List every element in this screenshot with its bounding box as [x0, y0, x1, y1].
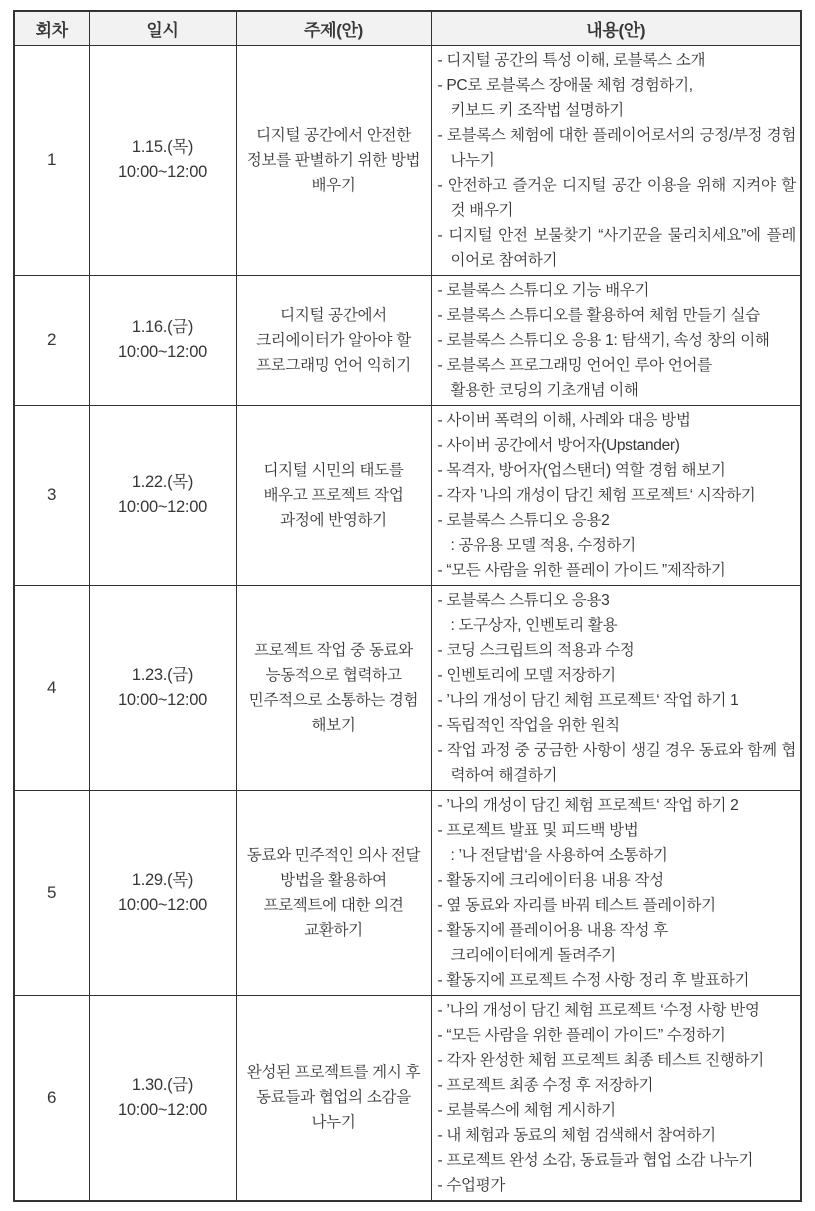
content-bullet-line: - 프로젝트 발표 및 피드백 방법 [437, 821, 639, 839]
content-bullet-line: - “모든 사람을 위한 플레이 가이드 ”제작하기 [437, 561, 726, 579]
content-item [438, 408, 797, 433]
content-bullet-line: - 로블록스에 체험 게시하기 [437, 1101, 616, 1119]
topic-cell: 동료와 민주적인 의사 전달 방법을 활용하여 프로젝트에 대한 의견 교환하기 [236, 790, 431, 995]
content-bullet-line: - 안전하고 즐거운 디지털 공간 이용을 위해 지켜야 할 것 배우기 [437, 176, 796, 219]
date-time-cell [89, 45, 236, 275]
content-item [438, 738, 797, 788]
content-item [438, 713, 797, 738]
session-number-cell: 4 [14, 585, 89, 790]
content-item [438, 1048, 797, 1073]
date-time-cell [89, 790, 236, 995]
session-number-cell: 5 [14, 790, 89, 995]
content-item [438, 638, 797, 663]
content-bullet-line: - “모든 사람을 위한 플레이 가이드” 수정하기 [437, 1026, 726, 1044]
content-item [438, 818, 797, 868]
session-number-cell: 1 [14, 45, 89, 275]
date-time-cell [89, 995, 236, 1201]
date-line: 10:00~12:00 [118, 1100, 207, 1119]
content-bullet-line: - 로블록스 체험에 대한 플레이어로서의 긍정/부정 경험 나누기 [437, 126, 796, 169]
content-bullet-line: - 수업평가 [437, 1176, 506, 1194]
date-line: 10:00~12:00 [118, 343, 207, 361]
content-item [438, 918, 797, 968]
date-line: 1.22.(목) [131, 473, 194, 491]
column-header-session: 회차 [14, 11, 89, 45]
content-item [438, 328, 797, 353]
table-row [14, 995, 801, 1201]
content-bullet-line: - 로블록스 스튜디오 응용3 [437, 591, 610, 609]
content-bullet-line: - 로블록스 스튜디오 기능 배우기 [437, 281, 650, 299]
content-continuation-line: : 도구상자, 인벤토리 활용 [450, 616, 618, 634]
date-line: 1.15.(목) [131, 138, 194, 156]
content-item [438, 1173, 797, 1198]
date-line: 1.29.(목) [131, 870, 194, 889]
content-bullet-line: - 독립적인 작업을 위한 원칙 [437, 716, 620, 734]
content-bullet-line: - 활동지에 프로젝트 수정 사항 정리 후 발표하기 [437, 971, 750, 989]
content-item [438, 588, 797, 638]
content-bullet-line: - 로블록스 스튜디오 응용 1: 탐색기, 속성 창의 이해 [437, 331, 770, 349]
content-continuation-line: : 공유용 모델 적용, 수정하기 [450, 536, 636, 554]
content-item [438, 123, 797, 173]
date-line: 10:00~12:00 [118, 895, 207, 914]
content-item [438, 968, 797, 993]
table-row [14, 790, 801, 995]
content-bullet-line: - 목격자, 방어자(업스탠더) 역할 경험 해보기 [437, 461, 726, 479]
table-row [14, 585, 801, 790]
table-row [14, 405, 801, 585]
content-cell [431, 405, 801, 585]
content-bullet-line: - 사이버 공간에서 방어자(Upstander) [437, 436, 680, 454]
content-bullet-line: - 활동지에 플레이어용 내용 작성 후 [437, 921, 668, 939]
content-bullet-line: - 옆 동료와 자리를 바꿔 테스트 플레이하기 [437, 896, 716, 914]
table-row [14, 45, 801, 275]
content-item [438, 223, 797, 273]
content-continuation-line: 키보드 키 조작법 설명하기 [450, 101, 624, 119]
content-bullet-line: - 내 체험과 동료의 체험 검색해서 참여하기 [437, 1126, 716, 1144]
content-item [438, 433, 797, 458]
content-cell [431, 585, 801, 790]
content-continuation-line: 활용한 코딩의 기초개념 이해 [450, 381, 639, 399]
date-line: 10:00~12:00 [118, 163, 207, 181]
content-item [438, 48, 797, 73]
content-cell [431, 790, 801, 995]
content-bullet-line: - 인벤토리에 모델 저장하기 [437, 666, 616, 684]
content-item [438, 1148, 797, 1173]
content-item [438, 73, 797, 123]
date-line: 10:00~12:00 [118, 498, 207, 516]
topic-cell: 프로젝트 작업 중 동료와 능동적으로 협력하고 민주적으로 소통하는 경험 해보기 [236, 585, 431, 790]
header-row [14, 11, 801, 45]
session-number-cell: 2 [14, 275, 89, 405]
content-item [438, 998, 797, 1023]
content-item [438, 353, 797, 403]
content-cell [431, 275, 801, 405]
content-bullet-line: - PC로 로블록스 장애물 체험 경험하기, [437, 76, 693, 94]
content-item [438, 303, 797, 328]
topic-cell: 디지털 공간에서 안전한 정보를 판별하기 위한 방법 배우기 [236, 45, 431, 275]
date-time-cell [89, 585, 236, 790]
content-bullet-line: - 프로젝트 완성 소감, 동료들과 협업 소감 나누기 [437, 1151, 754, 1169]
content-continuation-line: : ’나 전달법‘을 사용하여 소통하기 [450, 846, 668, 864]
column-header-content: 내용(안) [431, 11, 801, 45]
content-item [438, 1098, 797, 1123]
topic-cell: 완성된 프로젝트를 게시 후 동료들과 협업의 소감을 나누기 [236, 995, 431, 1201]
content-bullet-line: - ’나의 개성이 담긴 체험 프로젝트 ‘수정 사항 반영 [437, 1001, 760, 1019]
schedule-table [13, 10, 802, 1202]
content-item [438, 173, 797, 223]
content-item [438, 508, 797, 558]
column-header-date: 일시 [89, 11, 236, 45]
content-bullet-line: - 각자 ’나의 개성이 담긴 체험 프로젝트‘ 시작하기 [437, 486, 756, 504]
content-item [438, 278, 797, 303]
content-bullet-line: - 작업 과정 중 궁금한 사항이 생길 경우 동료와 함께 협력하여 해결하기 [437, 741, 796, 784]
content-cell [431, 995, 801, 1201]
content-item [438, 688, 797, 713]
session-number-cell: 3 [14, 405, 89, 585]
content-bullet-line: - 각자 완성한 체험 프로젝트 최종 테스트 진행하기 [437, 1051, 764, 1069]
content-bullet-line: - 로블록스 스튜디오 응용2 [437, 511, 610, 529]
content-item [438, 893, 797, 918]
content-item [438, 1073, 797, 1098]
date-line: 10:00~12:00 [118, 690, 207, 709]
content-bullet-line: - ’나의 개성이 담긴 체험 프로젝트‘ 작업 하기 2 [437, 796, 739, 814]
content-bullet-line: - 프로젝트 최종 수정 후 저장하기 [437, 1076, 654, 1094]
content-item [438, 793, 797, 818]
content-item [438, 868, 797, 893]
content-bullet-line: - 디지털 안전 보물찾기 “사기꾼을 물리치세요”에 플레이어로 참여하기 [437, 226, 796, 269]
table-row [14, 275, 801, 405]
session-number-cell: 6 [14, 995, 89, 1201]
content-bullet-line: - 로블록스 스튜디오를 활용하여 체험 만들기 실습 [437, 306, 760, 324]
content-continuation-line: 크리에이터에게 돌려주기 [450, 946, 616, 964]
topic-cell: 디지털 시민의 태도를 배우고 프로젝트 작업 과정에 반영하기 [236, 405, 431, 585]
content-bullet-line: - 활동지에 크리에이터용 내용 작성 [437, 871, 664, 889]
content-item [438, 663, 797, 688]
content-bullet-line: - 코딩 스크립트의 적용과 수정 [437, 641, 635, 659]
date-time-cell [89, 275, 236, 405]
content-item [438, 458, 797, 483]
date-line: 1.23.(금) [131, 665, 194, 684]
content-item [438, 1023, 797, 1048]
content-bullet-line: - ’나의 개성이 담긴 체험 프로젝트‘ 작업 하기 1 [437, 691, 739, 709]
date-line: 1.16.(금) [131, 318, 194, 336]
date-time-cell [89, 405, 236, 585]
content-bullet-line: - 디지털 공간의 특성 이해, 로블록스 소개 [437, 51, 706, 69]
content-bullet-line: - 로블록스 프로그래밍 언어인 루아 언어를 [437, 356, 712, 374]
content-item [438, 558, 797, 583]
content-item [438, 1123, 797, 1148]
date-line: 1.30.(금) [131, 1075, 194, 1094]
content-item [438, 483, 797, 508]
content-cell [431, 45, 801, 275]
topic-cell: 디지털 공간에서 크리에이터가 알아야 할 프로그래밍 언어 익히기 [236, 275, 431, 405]
column-header-topic: 주제(안) [236, 11, 431, 45]
content-bullet-line: - 사이버 폭력의 이해, 사례와 대응 방법 [437, 411, 691, 429]
